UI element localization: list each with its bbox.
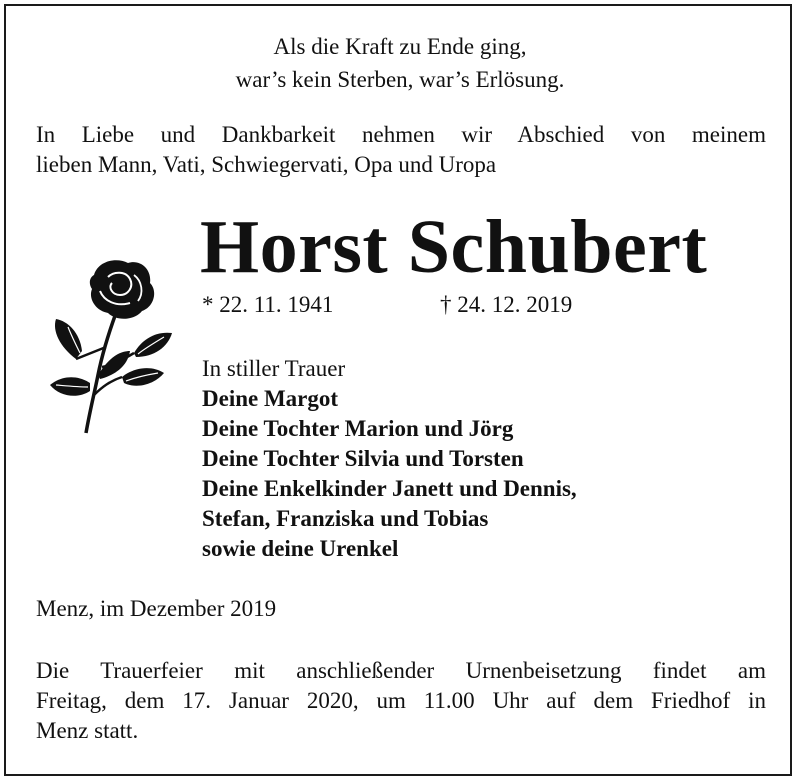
place-date: Menz, im Dezember 2019 <box>36 596 277 621</box>
funeral-line: Freitag, dem 17. Januar 2020, um 11.00 Uhr auf dem Friedhof in <box>36 688 766 713</box>
mourner-line: Deine Tochter Silvia und Torsten <box>202 446 524 471</box>
mourner-line: Deine Margot <box>202 386 339 411</box>
deceased-name: Horst Schubert <box>200 205 708 289</box>
mourner-line: sowie deine Urenkel <box>202 536 399 561</box>
rose-icon <box>38 255 183 435</box>
mourner-line: Deine Enkelkinder Janett und Dennis, <box>202 476 577 501</box>
poem <box>0 30 800 96</box>
mourners-heading: In stiller Trauer <box>202 356 346 381</box>
funeral-notice <box>36 656 766 746</box>
death-date: † 24. 12. 2019 <box>440 292 573 317</box>
funeral-line: Die Trauerfeier mit anschließender Urnenbeisetzung findet am <box>36 658 766 683</box>
intro-text <box>36 120 766 180</box>
birth-date: * 22. 11. 1941 <box>202 292 334 317</box>
intro-line: lieben Mann, Vati, Schwiegervati, Opa und Uropa <box>36 152 497 177</box>
poem-line: Als die Kraft zu Ende ging, <box>273 34 527 59</box>
mourner-line: Stefan, Franziska und Tobias <box>202 506 489 531</box>
funeral-line: Menz statt. <box>36 718 139 743</box>
intro-line: In Liebe und Dankbarkeit nehmen wir Abschied von meinem <box>36 122 766 147</box>
mourner-line: Deine Tochter Marion und Jörg <box>202 416 514 441</box>
mourners-list <box>202 354 577 564</box>
poem-line: war’s kein Sterben, war’s Erlösung. <box>235 67 565 92</box>
